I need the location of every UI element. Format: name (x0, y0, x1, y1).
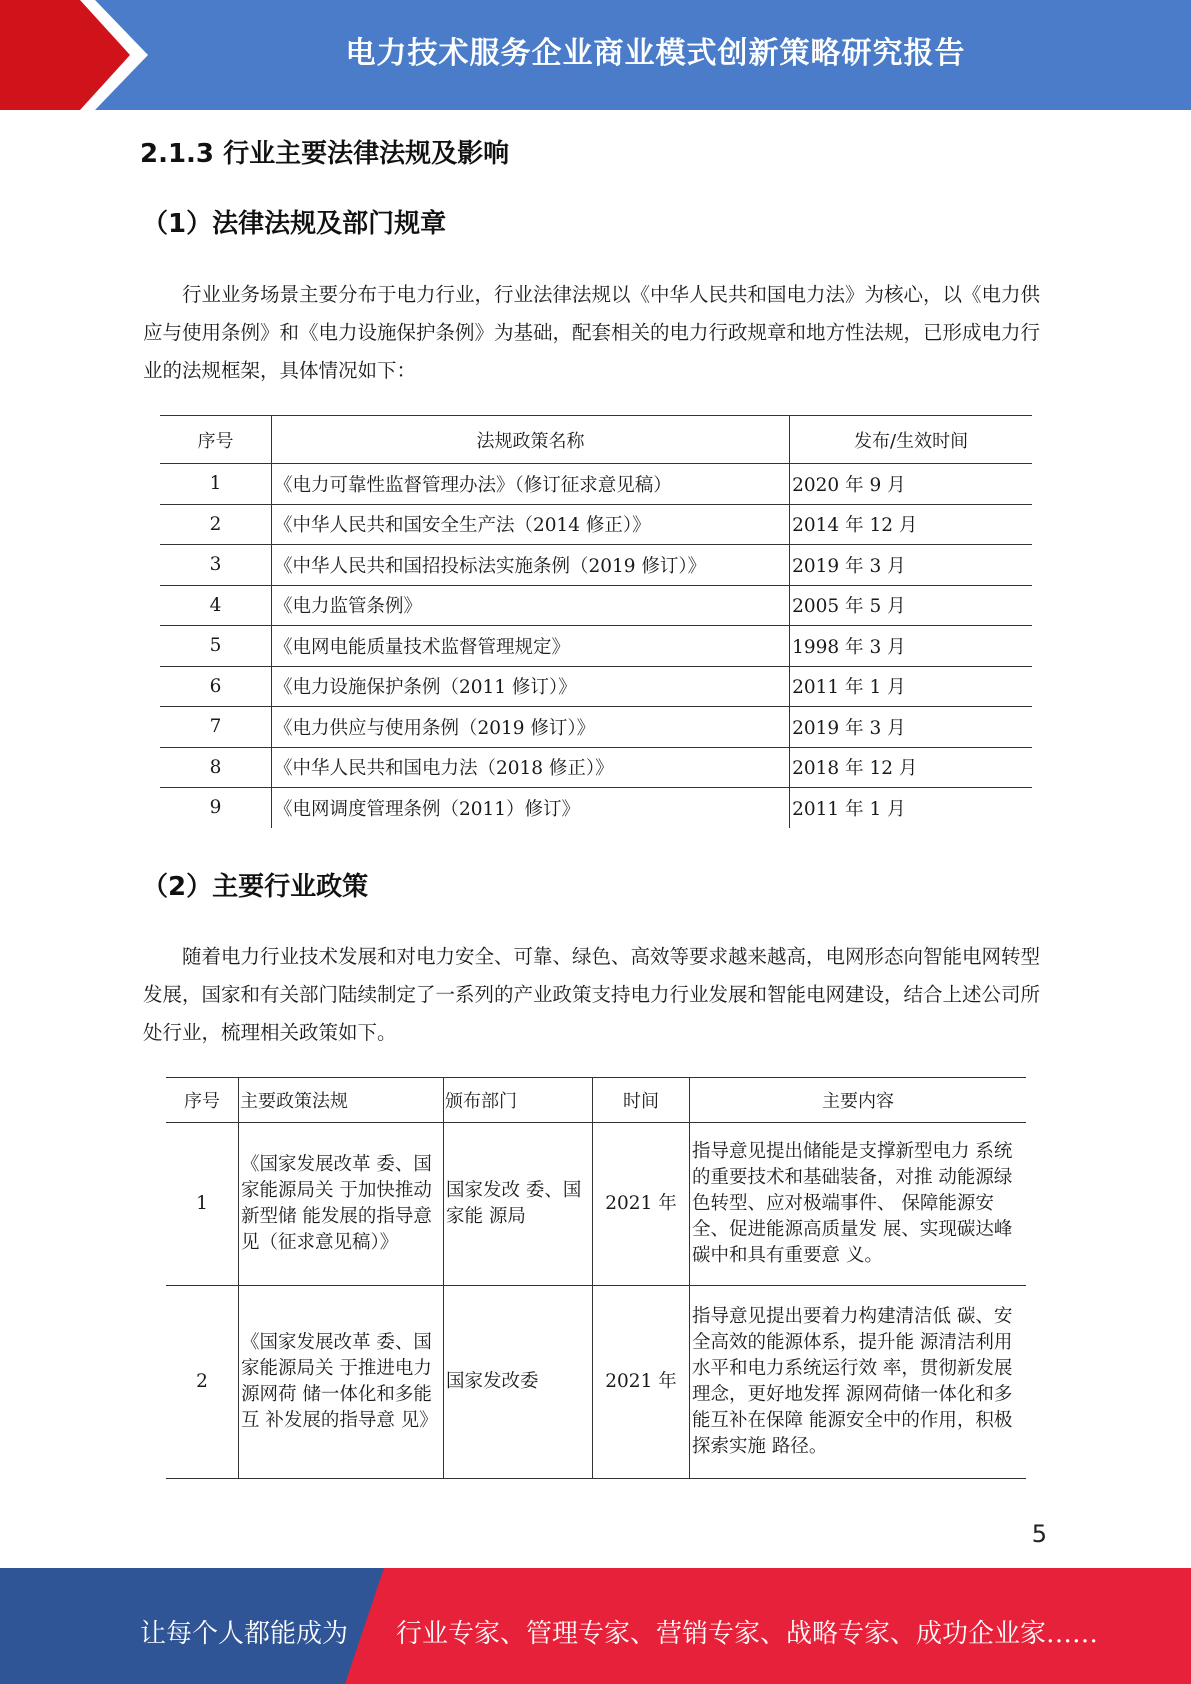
policies-col-law: 主要政策法规 (239, 1078, 444, 1123)
law-name: 《电力可靠性监督管理办法》（修订征求意见稿） (271, 464, 789, 505)
section-heading-2-1-3: 2.1.3 行业主要法律法规及影响 (140, 139, 510, 169)
law-no: 6 (160, 666, 271, 707)
policies-col-content: 主要内容 (690, 1078, 1027, 1123)
policy-no: 1 (166, 1123, 239, 1286)
laws-table (160, 415, 1032, 828)
law-name: 《电网电能质量技术监督管理规定》 (271, 626, 789, 667)
policy-law: 《国家发展改革 委、国家能源局关 于推进电力源网荷 储一体化和多能互 补发展的指导意 见》 (239, 1286, 444, 1479)
table-row (160, 626, 1032, 667)
laws-col-date: 发布/生效时间 (790, 416, 1032, 464)
law-date: 2011 年 1 月 (790, 788, 1032, 828)
laws-col-name: 法规政策名称 (271, 416, 789, 464)
law-name: 《电力设施保护条例（2011 修订）》 (271, 666, 789, 707)
law-name: 《电力供应与使用条例（2019 修订）》 (271, 707, 789, 748)
table-row (160, 666, 1032, 707)
intro-paragraph-policies: 随着电力行业技术发展和对电力安全、可靠、绿色、高效等要求越来越高，电网形态向智能电网转型发展，国家和有关部门陆续制定了一系列的产业政策支持电力行业发展和智能电网建设，结合上述公司所处行业，梳理相关政策如下。 (143, 945, 1041, 1044)
law-name: 《中华人民共和国招投标法实施条例（2019 修订）》 (271, 545, 789, 586)
table-row (166, 1123, 1026, 1286)
subsection-heading-policies: （2）主要行业政策 (142, 872, 369, 902)
page-number: 5 (1031, 1520, 1047, 1548)
law-no: 3 (160, 545, 271, 586)
page-header (0, 0, 1191, 110)
table-row (160, 707, 1032, 748)
page-footer (0, 1568, 1191, 1684)
policy-content: 指导意见提出要着力构建清洁低 碳、安全高效的能源体系，提升能 源清洁利用水平和电力系统运行效 率，贯彻新发展理念，更好地发挥 源网荷储一体化和多能互补在保障 能源安全中的作用，积极探索实施 路径。 (690, 1286, 1027, 1479)
law-name: 《电网调度管理条例（2011）修订》 (271, 788, 789, 828)
law-date: 2018 年 12 月 (790, 747, 1032, 788)
law-name: 《中华人民共和国电力法（2018 修正）》 (271, 747, 789, 788)
policies-col-dept: 颁布部门 (444, 1078, 593, 1123)
table-row (160, 747, 1032, 788)
policy-time: 2021 年 (593, 1123, 690, 1286)
policies-table (166, 1077, 1026, 1479)
policy-dept: 国家发改 委、国家能 源局 (444, 1123, 593, 1286)
law-no: 1 (160, 464, 271, 505)
law-no: 9 (209, 797, 222, 819)
law-date: 2005 年 5 月 (790, 585, 1032, 626)
footer-slogan-left: 让每个人都能成为 (140, 1619, 349, 1649)
header-arrow-decoration (0, 0, 160, 110)
law-date: 2011 年 1 月 (790, 666, 1032, 707)
law-no: 2 (160, 504, 271, 545)
law-no: 4 (160, 585, 271, 626)
footer-slogan-right: 行业专家、管理专家、营销专家、战略专家、成功企业家…… (396, 1619, 1099, 1649)
law-date: 2019 年 3 月 (790, 707, 1032, 748)
policy-time: 2021 年 (593, 1286, 690, 1479)
law-date: 2020 年 9 月 (790, 464, 1032, 505)
table-row (166, 1286, 1026, 1479)
table-row (160, 464, 1032, 505)
laws-table-header-row (160, 416, 1032, 464)
law-date: 2014 年 12 月 (790, 504, 1032, 545)
law-no: 7 (160, 707, 271, 748)
intro-paragraph-laws: 行业业务场景主要分布于电力行业，行业法律法规以《中华人民共和国电力法》为核心，以《电力供应与使用条例》和《电力设施保护条例》为基础，配套相关的电力行政规章和地方性法规，已形成电力行业的法规框架，具体情况如下： (143, 283, 1041, 382)
law-no: 8 (160, 747, 271, 788)
subsection-heading-laws: （1）法律法规及部门规章 (142, 209, 447, 239)
table-row (160, 504, 1032, 545)
policy-law: 《国家发展改革 委、国家能源局关 于加快推动新型储 能发展的指导意见（征求意见稿）》 (239, 1123, 444, 1286)
law-name: 《电力监管条例》 (271, 585, 789, 626)
policies-col-time: 时间 (593, 1078, 690, 1123)
law-date: 1998 年 3 月 (790, 626, 1032, 667)
policies-table-header-row (166, 1078, 1026, 1123)
policy-content: 指导意见提出储能是支撑新型电力 系统的重要技术和基础装备，对推 动能源绿色转型、应对极端事件、 保障能源安全、促进能源高质量发 展、实现碳达峰碳中和具有重要意 义。 (690, 1123, 1027, 1286)
law-name: 《中华人民共和国安全生产法（2014 修正）》 (271, 504, 789, 545)
table-row (160, 585, 1032, 626)
policies-col-no: 序号 (166, 1078, 239, 1123)
table-row (160, 788, 1032, 828)
policy-no: 2 (166, 1286, 239, 1479)
table-row (160, 545, 1032, 586)
law-date: 2019 年 3 月 (790, 545, 1032, 586)
header-title: 电力技术服务企业商业模式创新策略研究报告 (345, 36, 966, 71)
law-no: 5 (160, 626, 271, 667)
policy-dept: 国家发改委 (444, 1286, 593, 1479)
laws-col-no: 序号 (160, 416, 271, 464)
